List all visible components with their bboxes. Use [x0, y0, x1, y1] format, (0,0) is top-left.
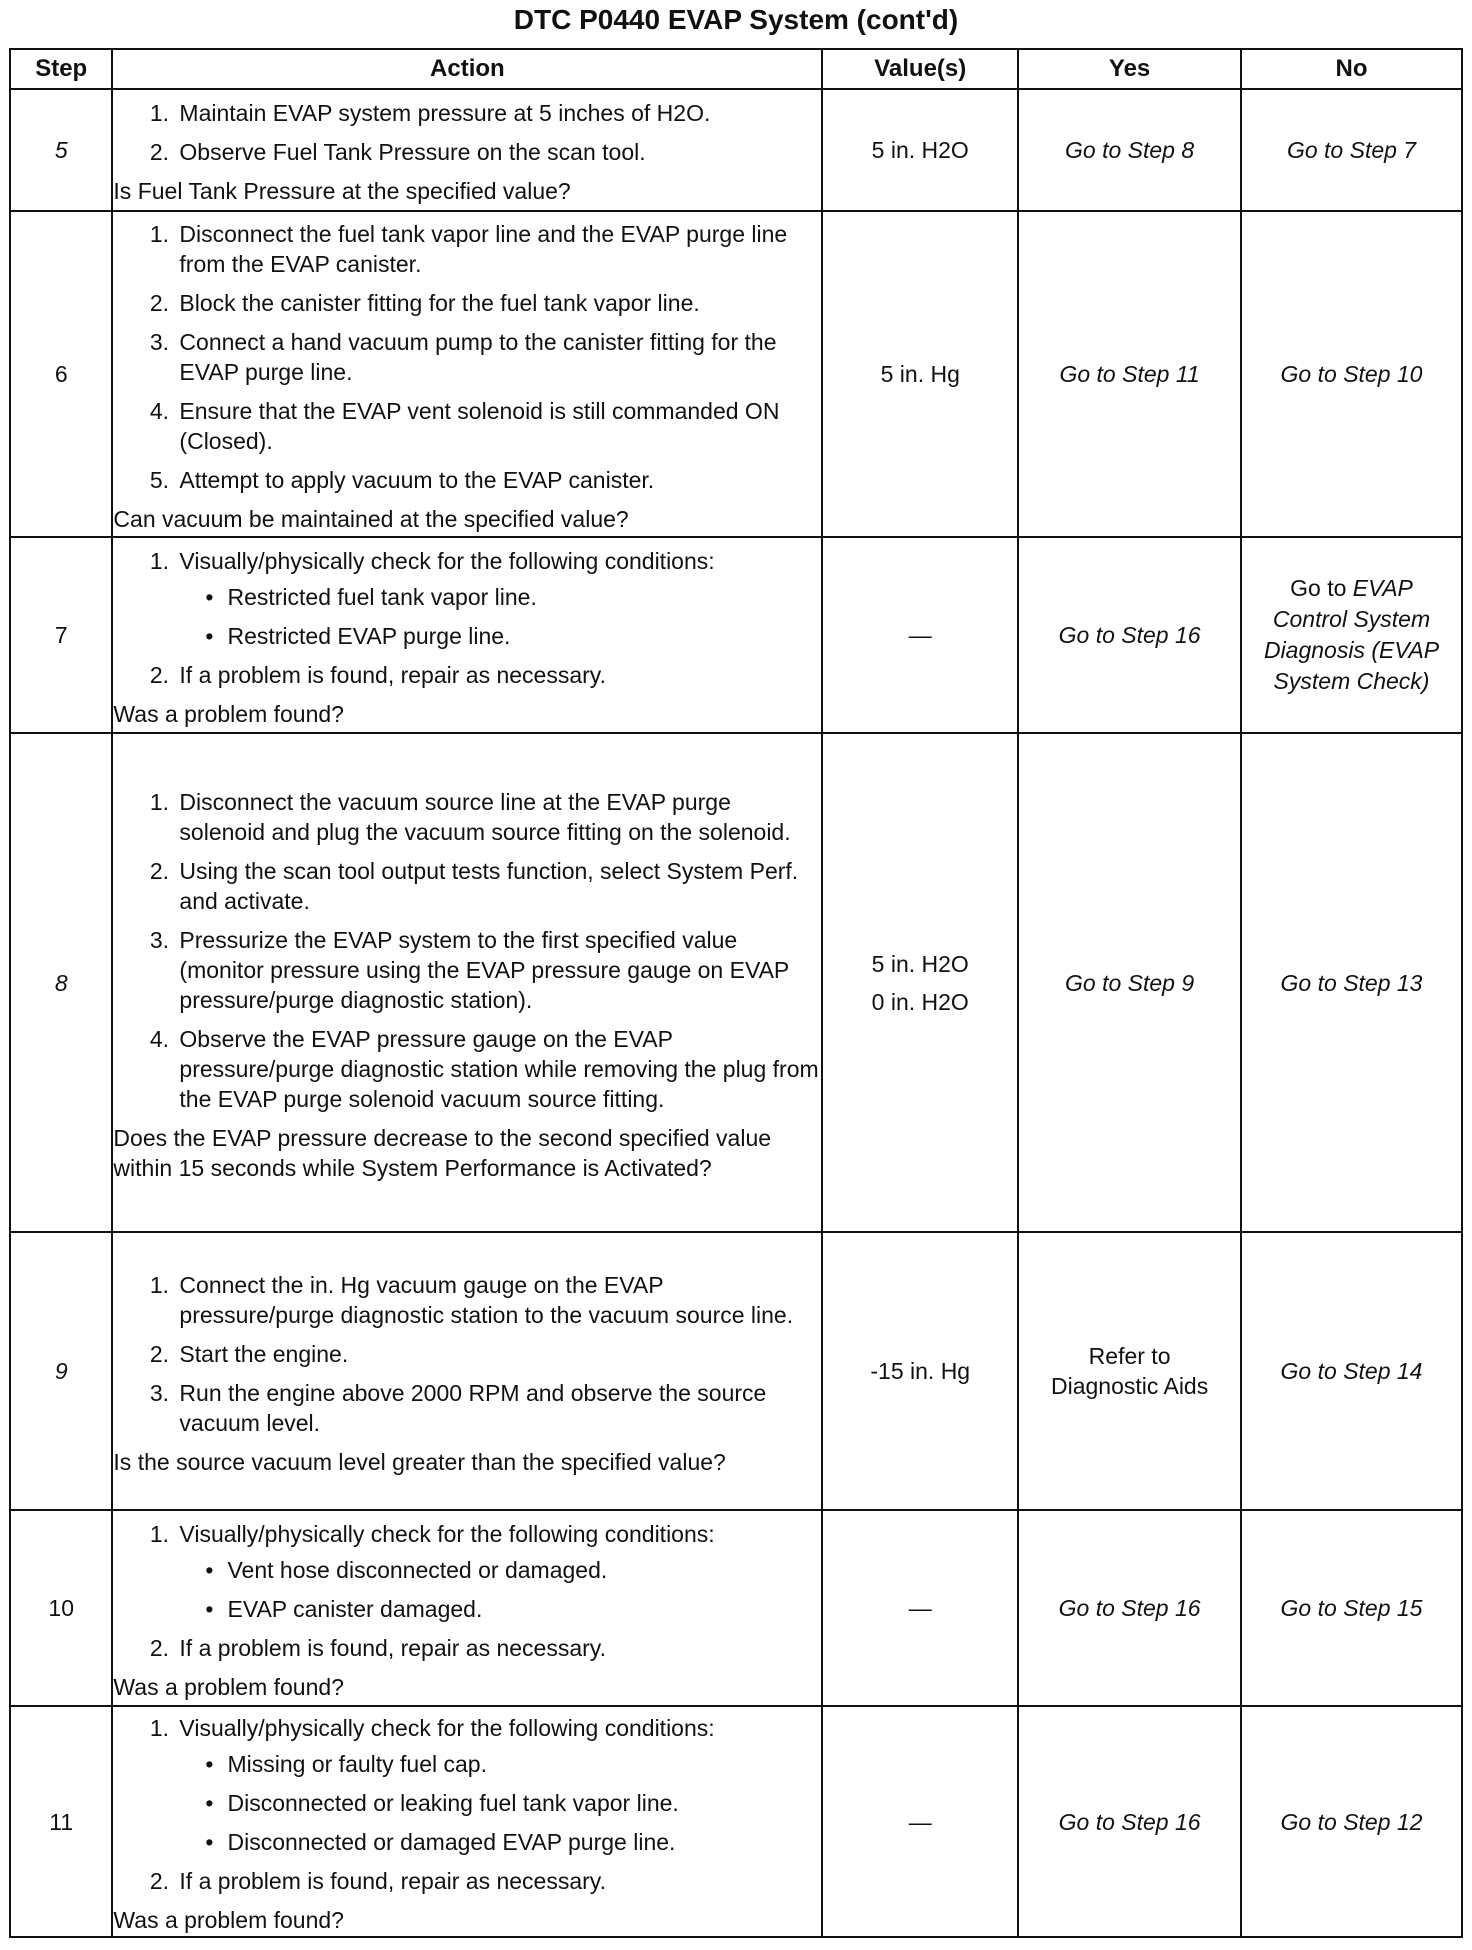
- value-cell: [822, 733, 1018, 1232]
- action-item: 1. Maintain EVAP system pressure at 5 inches of H2O.: [175, 98, 821, 128]
- no-cell: [1241, 89, 1462, 211]
- action-cell: [112, 1510, 822, 1706]
- yes-cell: [1018, 89, 1241, 211]
- header-values: Value(s): [822, 49, 1018, 89]
- action-list: [113, 1713, 821, 1896]
- table-row-step-6: [10, 211, 1462, 537]
- action-item: 3. Pressurize the EVAP system to the first specified value (monitor pressure using the EVAP pressure gauge on EVAP pressure/purge diagnostic station).: [175, 925, 821, 1015]
- action-item: 5. Attempt to apply vacuum to the EVAP canister.: [175, 465, 821, 495]
- yes-link-line: Refer to: [1088, 1343, 1171, 1369]
- yes-link[interactable]: Go to Step 9: [1065, 969, 1195, 996]
- step-number: 8: [10, 733, 112, 1232]
- action-item-text: Visually/physically check for the following conditions:: [179, 547, 715, 574]
- action-item: 2. If a problem is found, repair as necessary.: [175, 1633, 821, 1663]
- condition-list: [179, 1749, 821, 1857]
- condition-item: • Missing or faulty fuel cap.: [205, 1749, 821, 1779]
- value-cell: [822, 1706, 1018, 1937]
- step-number: 9: [10, 1232, 112, 1510]
- action-list: [113, 787, 821, 1114]
- table-row-step-8: [10, 733, 1462, 1232]
- yes-cell: [1018, 1510, 1241, 1706]
- action-item: 1. Disconnect the vacuum source line at the EVAP purge solenoid and plug the vacuum source fitting on the solenoid.: [175, 787, 821, 847]
- table-row-step-7: [10, 537, 1462, 733]
- header-yes: Yes: [1018, 49, 1241, 89]
- no-link[interactable]: [1242, 573, 1461, 697]
- action-cell: [112, 1232, 822, 1510]
- action-item: 1. Disconnect the fuel tank vapor line and the EVAP purge line from the EVAP canister.: [175, 219, 821, 279]
- action-question: Was a problem found?: [113, 1906, 344, 1933]
- no-cell: [1241, 537, 1462, 733]
- action-item: 2. Block the canister fitting for the fuel tank vapor line.: [175, 288, 821, 318]
- yes-cell: [1018, 1232, 1241, 1510]
- value-cell: [822, 1232, 1018, 1510]
- action-item: 3. Run the engine above 2000 RPM and observe the source vacuum level.: [175, 1378, 821, 1438]
- value-text: —: [908, 1595, 932, 1621]
- action-item: 2. Using the scan tool output tests function, select System Perf. and activate.: [175, 856, 821, 916]
- action-cell: [112, 1706, 822, 1937]
- action-item: 4. Ensure that the EVAP vent solenoid is still commanded ON (Closed).: [175, 396, 821, 456]
- action-cell: [112, 211, 822, 537]
- step-number: 6: [10, 211, 112, 537]
- action-item: 2. If a problem is found, repair as necessary.: [175, 660, 821, 690]
- condition-list: [179, 582, 821, 651]
- action-item: [175, 546, 821, 651]
- action-question: Was a problem found?: [113, 700, 344, 727]
- yes-link[interactable]: Go to Step 16: [1058, 1595, 1201, 1621]
- no-link[interactable]: Go to Step 12: [1280, 1808, 1423, 1835]
- no-link[interactable]: Go to Step 13: [1280, 969, 1423, 996]
- step-number: 5: [10, 89, 112, 211]
- table-row-step-10: [10, 1510, 1462, 1706]
- value-text: 5 in. H2O: [871, 950, 969, 977]
- action-item: 2. Start the engine.: [175, 1339, 821, 1369]
- header-row: [10, 49, 1462, 89]
- value-cell: [822, 89, 1018, 211]
- yes-link[interactable]: Go to Step 16: [1058, 1808, 1201, 1835]
- action-question: Is Fuel Tank Pressure at the specified value?: [113, 178, 571, 204]
- no-cell: [1241, 1510, 1462, 1706]
- yes-link[interactable]: [1019, 1341, 1240, 1401]
- value-text: —: [908, 1808, 932, 1835]
- condition-item: • Restricted EVAP purge line.: [205, 621, 821, 651]
- header-no: No: [1241, 49, 1462, 89]
- no-cell: [1241, 1232, 1462, 1510]
- value-text: 5 in. Hg: [880, 361, 960, 387]
- action-list: [113, 1270, 821, 1438]
- diagnostic-table: [9, 48, 1463, 1938]
- yes-link[interactable]: Go to Step 8: [1065, 137, 1195, 163]
- no-link-prefix: Go to: [1290, 575, 1353, 601]
- value-cell: [822, 211, 1018, 537]
- yes-link[interactable]: Go to Step 11: [1059, 361, 1200, 387]
- header-action: Action: [112, 49, 822, 89]
- action-cell: [112, 89, 822, 211]
- action-list: [113, 98, 821, 167]
- condition-item: • Disconnected or leaking fuel tank vapor line.: [205, 1788, 821, 1818]
- action-question: Is the source vacuum level greater than the specified value?: [113, 1448, 726, 1475]
- no-link-line: Diagnosis (EVAP: [1263, 637, 1440, 663]
- action-question: Can vacuum be maintained at the specified value?: [113, 505, 629, 532]
- action-item: [175, 1713, 821, 1857]
- yes-link-line: Diagnostic Aids: [1050, 1373, 1209, 1399]
- step-number: 10: [10, 1510, 112, 1706]
- value-text: 0 in. H2O: [871, 988, 969, 1015]
- table-row-step-9: [10, 1232, 1462, 1510]
- action-item-text: Visually/physically check for the following conditions:: [179, 1714, 715, 1741]
- condition-item: • EVAP canister damaged.: [205, 1594, 821, 1624]
- action-list: [113, 219, 821, 495]
- action-item: [175, 1519, 821, 1624]
- condition-item: • Vent hose disconnected or damaged.: [205, 1555, 821, 1585]
- page-title: DTC P0440 EVAP System (cont'd): [513, 4, 959, 35]
- value-text: —: [908, 622, 932, 648]
- action-list: [113, 1519, 821, 1663]
- no-link[interactable]: Go to Step 7: [1286, 137, 1417, 163]
- value-cell: [822, 537, 1018, 733]
- condition-item: • Disconnected or damaged EVAP purge line.: [205, 1827, 821, 1857]
- no-cell: [1241, 733, 1462, 1232]
- yes-cell: [1018, 1706, 1241, 1937]
- yes-link[interactable]: Go to Step 16: [1058, 622, 1201, 648]
- action-cell: [112, 733, 822, 1232]
- no-link-line: EVAP: [1352, 575, 1413, 601]
- step-number: 7: [10, 537, 112, 733]
- value-text: 5 in. H2O: [871, 137, 969, 163]
- action-question: Does the EVAP pressure decrease to the second specified value within 15 seconds while System Performance is Activated?: [113, 1124, 772, 1181]
- step-number: 11: [10, 1706, 112, 1937]
- action-item: 1. Connect the in. Hg vacuum gauge on the EVAP pressure/purge diagnostic station to the vacuum source line.: [175, 1270, 821, 1330]
- yes-cell: [1018, 211, 1241, 537]
- action-item: 2. If a problem is found, repair as necessary.: [175, 1866, 821, 1896]
- no-link[interactable]: Go to Step 15: [1280, 1595, 1423, 1621]
- condition-item: • Restricted fuel tank vapor line.: [205, 582, 821, 612]
- yes-cell: [1018, 537, 1241, 733]
- action-item: 3. Connect a hand vacuum pump to the canister fitting for the EVAP purge line.: [175, 327, 821, 387]
- yes-cell: [1018, 733, 1241, 1232]
- no-link[interactable]: Go to Step 14: [1280, 1358, 1423, 1384]
- action-item-text: Visually/physically check for the following conditions:: [179, 1520, 715, 1547]
- action-cell: [112, 537, 822, 733]
- value-text: -15 in. Hg: [870, 1358, 971, 1384]
- action-item: 2. Observe Fuel Tank Pressure on the scan tool.: [175, 137, 821, 167]
- table-row-step-11: [10, 1706, 1462, 1937]
- action-list: [113, 546, 821, 690]
- action-question: Was a problem found?: [113, 1673, 344, 1700]
- value-cell: [822, 1510, 1018, 1706]
- condition-list: [179, 1555, 821, 1624]
- header-step: Step: [10, 49, 112, 89]
- no-link[interactable]: Go to Step 10: [1280, 361, 1423, 387]
- table-row-step-5: [10, 89, 1462, 211]
- no-link-line: System Check): [1273, 668, 1430, 694]
- no-link-line: Control System: [1272, 606, 1431, 632]
- no-cell: [1241, 1706, 1462, 1937]
- no-cell: [1241, 211, 1462, 537]
- action-item: 4. Observe the EVAP pressure gauge on the EVAP pressure/purge diagnostic station while removing the plug from the EVAP purge solenoid vacuum source fitting.: [175, 1024, 821, 1114]
